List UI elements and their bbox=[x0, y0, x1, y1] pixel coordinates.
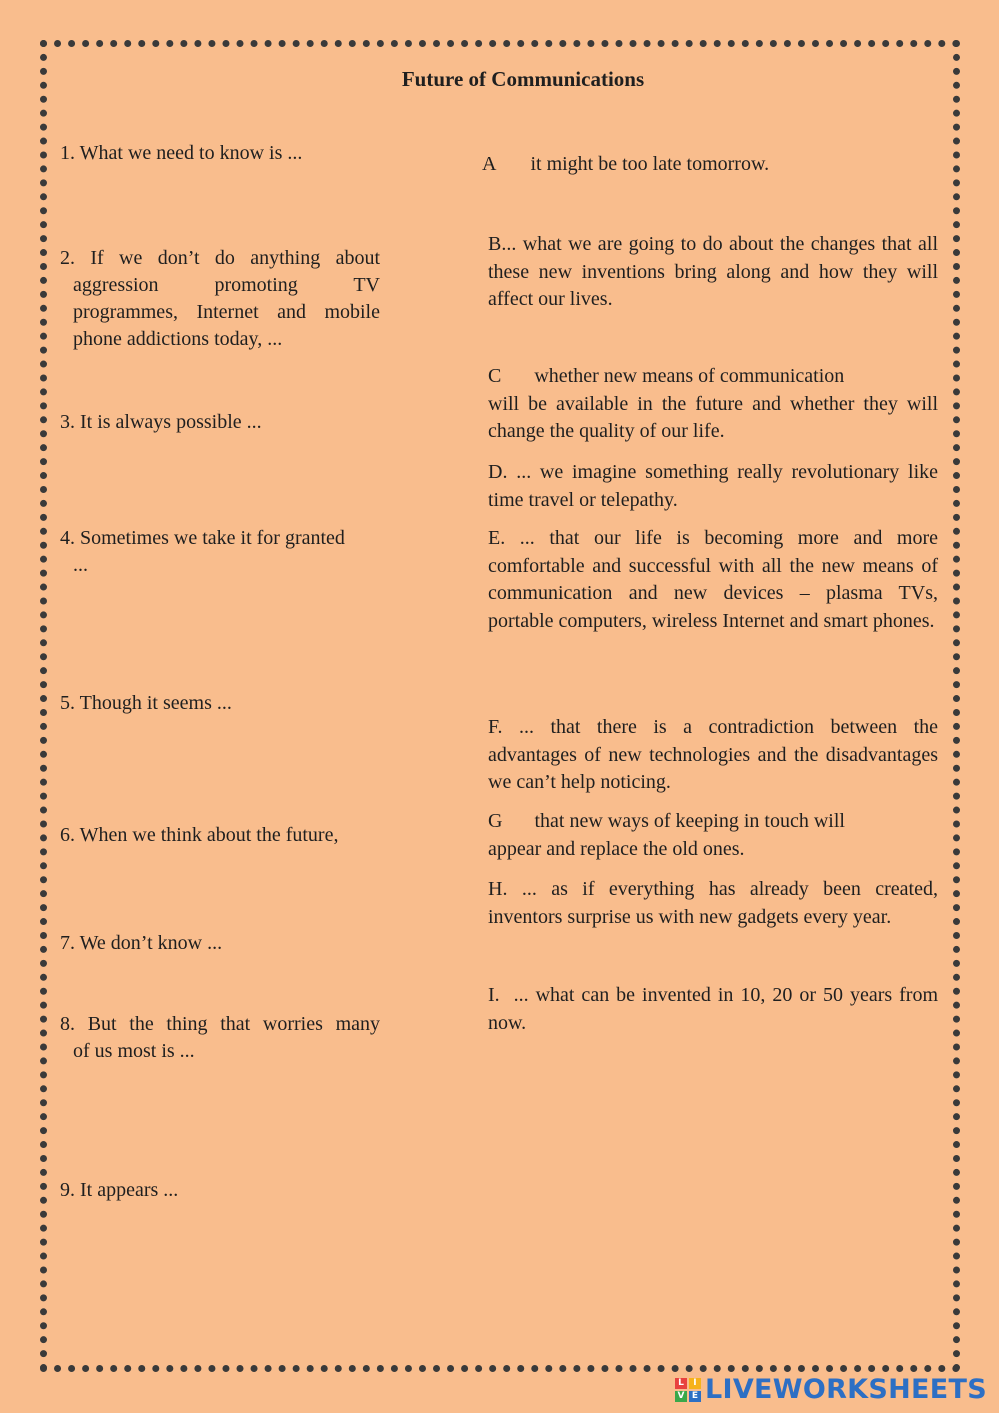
item-number: 3. bbox=[60, 411, 75, 433]
item-text: It is always possible ... bbox=[80, 411, 262, 433]
left-item-5 bbox=[60, 690, 380, 717]
item-text: Though it seems ... bbox=[79, 692, 232, 714]
right-item-h: H. ... as if everything has already been created, inventors surprise us with new gadgets every year. bbox=[488, 878, 938, 928]
item-text: We don’t know ... bbox=[79, 932, 223, 954]
left-item-2 bbox=[60, 245, 380, 353]
right-item-a bbox=[482, 151, 932, 179]
liveworksheets-logo bbox=[675, 1374, 987, 1405]
item-letter: A bbox=[482, 153, 497, 175]
item-number: 4. bbox=[60, 527, 75, 549]
item-text: aggression promoting TV bbox=[73, 274, 380, 296]
left-item-8 bbox=[60, 1011, 380, 1065]
right-item-d: D. ... we imagine something really revolutionary like time travel or telepathy. bbox=[488, 461, 938, 511]
item-text: But the thing that worries many bbox=[87, 1013, 381, 1035]
item-text: programmes, Internet and mobile bbox=[73, 301, 380, 323]
item-text: phone addictions today, ... bbox=[73, 328, 283, 350]
left-item-1 bbox=[60, 140, 380, 167]
item-text: When we think about the future, bbox=[79, 824, 339, 846]
left-item-4 bbox=[60, 525, 380, 579]
logo-mark-icon bbox=[675, 1378, 701, 1402]
item-number: 2. bbox=[60, 247, 75, 269]
item-text: Sometimes we take it for granted bbox=[80, 527, 345, 549]
item-letter: C bbox=[488, 365, 502, 387]
right-item-e: E. ... that our life is becoming more and more comfortable and successful with all the new means of communication and new devices – plasma TVs, portable computers, wireless Internet and smart phones. bbox=[488, 527, 938, 632]
item-text: will be available in the future and whether they will change the quality of our life. bbox=[488, 392, 938, 442]
item-number: 1. bbox=[60, 142, 75, 164]
right-item-b: B... what we are going to do about the changes that all these new inventions bring along and how they will affect our lives. bbox=[488, 233, 938, 310]
logo-text: LIVEWORKSHEETS bbox=[704, 1374, 987, 1405]
left-item-6 bbox=[60, 822, 380, 849]
left-item-9 bbox=[60, 1177, 380, 1204]
left-item-7 bbox=[60, 930, 380, 957]
item-text: it might be too late tomorrow. bbox=[530, 153, 770, 175]
item-number: 5. bbox=[60, 692, 75, 714]
item-text: ... bbox=[73, 554, 88, 576]
right-item-f: F. ... that there is a contradiction between the advantages of new technologies and the disadvantages we can’t help noticing. bbox=[488, 716, 938, 793]
right-item-g bbox=[488, 808, 938, 863]
item-number: 8. bbox=[60, 1013, 75, 1035]
item-number: 6. bbox=[60, 824, 75, 846]
item-text: that new ways of keeping in touch will bbox=[534, 810, 845, 832]
item-text: of us most is ... bbox=[73, 1040, 195, 1062]
item-number: 9. bbox=[60, 1179, 75, 1201]
item-text: If we don’t do anything about bbox=[90, 247, 381, 269]
logo-mark-letter: L bbox=[675, 1378, 687, 1389]
logo-mark-letter: I bbox=[689, 1378, 701, 1389]
item-number: 7. bbox=[60, 932, 75, 954]
item-text: whether new means of communication bbox=[534, 365, 845, 387]
logo-mark-letter: E bbox=[689, 1391, 701, 1402]
right-item-c bbox=[488, 363, 938, 446]
page-title: Future of Communications bbox=[401, 67, 645, 91]
item-text: It appears ... bbox=[80, 1179, 179, 1201]
item-text: What we need to know is ... bbox=[79, 142, 303, 164]
right-item-i: I. ... what can be invented in 10, 20 or 50 years from now. bbox=[488, 984, 943, 1034]
item-letter: G bbox=[488, 810, 503, 832]
logo-mark-letter: V bbox=[675, 1391, 687, 1402]
item-text: appear and replace the old ones. bbox=[488, 837, 745, 860]
left-item-3 bbox=[60, 409, 380, 436]
